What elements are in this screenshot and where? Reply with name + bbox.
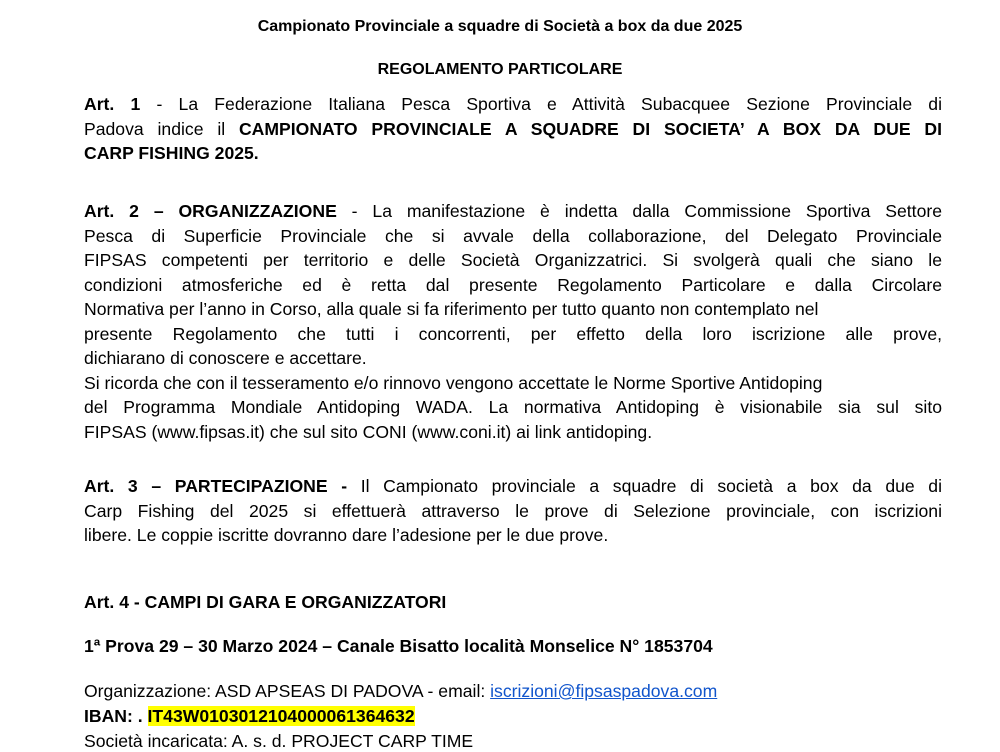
article-2-line: FIPSAS (www.fipsas.it) che sul sito CONI (www.coni.it) ai link antidoping.: [84, 421, 653, 442]
article-3: [84, 474, 942, 548]
article-4-heading: Art. 4 - CAMPI DI GARA E ORGANIZZATORI: [84, 592, 447, 612]
organizzazione-line: Organizzazione: ASD APSEAS DI PADOVA - email: iscrizioni@fipsaspadova.com: [84, 681, 718, 701]
article-3-line: libere. Le coppie iscritte dovranno dare l’adesione per le due prove.: [84, 525, 609, 545]
article-2-line: FIPSAS competenti per territorio e delle Società Organizzatrici. Si svolgerà quali che siano le: [84, 250, 942, 270]
article-2-line: Pesca di Superficie Provinciale che si avvale della collaborazione, del Delegato Provinciale: [84, 225, 942, 246]
article-1-line-1: Art. 1 - La Federazione Italiana Pesca Sportiva e Attività Subacquee Sezione Provinciale di: [84, 94, 942, 114]
article-2-line: presente Regolamento che tutti i concorrenti, per effetto della loro iscrizione alle prove,: [84, 323, 942, 344]
article-3-line: Carp Fishing del 2025 si effettuerà attraverso le prove di Selezione provinciale, con iscrizioni: [84, 500, 942, 521]
article-2-line: condizioni atmosferiche ed è retta dal presente Regolamento Particolare e dalla Circolare: [84, 274, 942, 295]
article-2-line: Si ricorda che con il tesseramento e/o rinnovo vengono accettate le Norme Sportive Antidoping: [84, 372, 823, 393]
prova-1-line: 1ª Prova 29 – 30 Marzo 2024 – Canale Bisatto località Monselice N° 1853704: [84, 636, 713, 656]
iban-line: IBAN: . IT43W0103012104000061364632: [84, 706, 415, 726]
article-1-line-2: Padova indice il CAMPIONATO PROVINCIALE A SQUADRE DI SOCIETA’ A BOX DA DUE DI: [84, 118, 942, 139]
email-link[interactable]: iscrizioni@fipsaspadova.com: [490, 681, 718, 701]
article-1-label: Art. 1: [84, 94, 141, 114]
document-title: Campionato Provinciale a squadre di Società a box da due 2025: [257, 18, 743, 35]
article-3-line-1: Art. 3 – PARTECIPAZIONE - Il Campionato provinciale a squadre di società a box da due di: [84, 476, 943, 496]
article-2-line-1: Art. 2 – ORGANIZZAZIONE - La manifestazione è indetta dalla Commissione Sportiva Settore: [84, 201, 942, 221]
iban-value: IT43W0103012104000061364632: [147, 706, 415, 726]
document-subtitle: REGOLAMENTO PARTICOLARE: [377, 61, 623, 78]
article-2-line: dichiarano di conoscere e accettare.: [84, 348, 367, 368]
article-3-label: Art. 3 – PARTECIPAZIONE -: [84, 476, 348, 496]
article-1: [84, 92, 942, 166]
article-2-line: del Programma Mondiale Antidoping WADA. La normativa Antidoping è visionabile sia sul sito: [84, 397, 942, 417]
societa-line: Società incaricata: A. s. d. PROJECT CARP TIME: [84, 731, 474, 751]
article-2-label: Art. 2 – ORGANIZZAZIONE: [84, 201, 337, 221]
article-1-line-3: CARP FISHING 2025.: [84, 143, 259, 163]
article-2-line: Normativa per l’anno in Corso, alla quale si fa riferimento per tutto quanto non contemplato nel: [84, 299, 819, 319]
article-2: [84, 199, 942, 444]
iban-label: IBAN: [84, 706, 128, 726]
